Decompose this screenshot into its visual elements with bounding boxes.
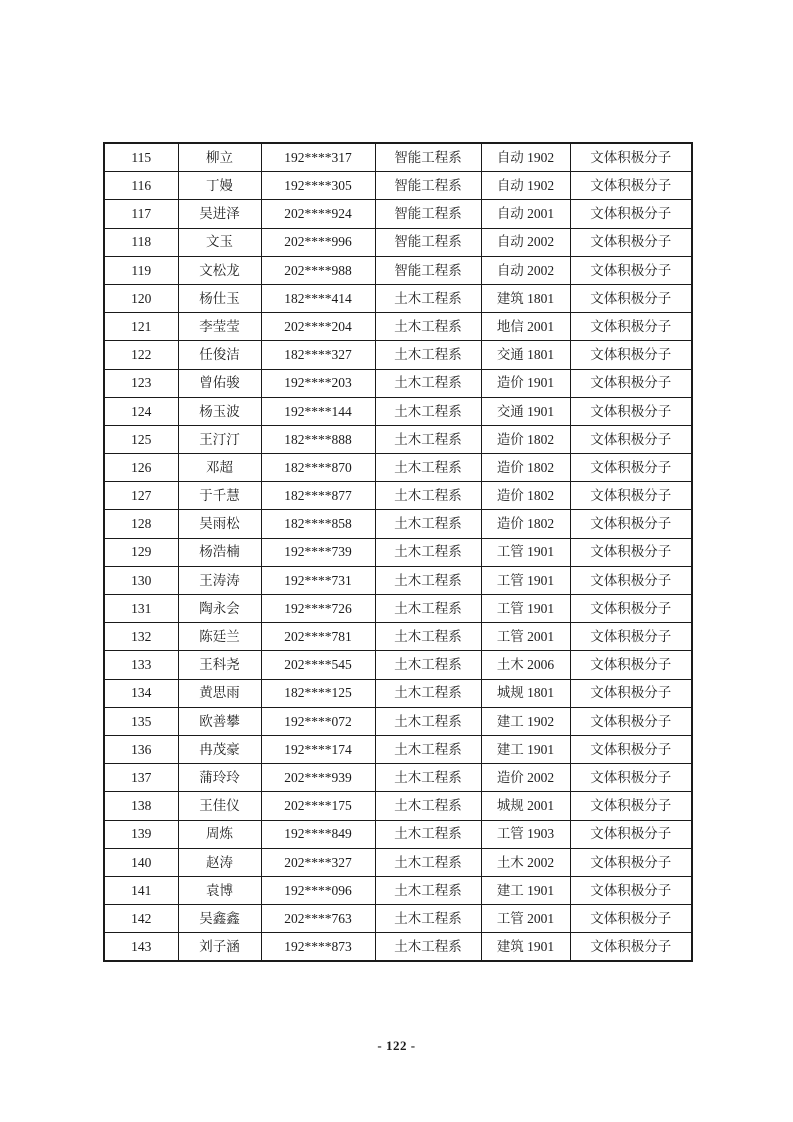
table-row (104, 369, 692, 397)
cell-class: 自动 2002 (481, 228, 570, 256)
cell-name: 袁博 (178, 876, 261, 904)
cell-student_id: 182****414 (261, 284, 375, 312)
cell-class: 造价 2002 (481, 764, 570, 792)
cell-class: 工管 1901 (481, 566, 570, 594)
cell-name: 于千慧 (178, 482, 261, 510)
roster-table-body (104, 143, 692, 961)
table-row (104, 482, 692, 510)
cell-class: 造价 1802 (481, 425, 570, 453)
cell-department: 土木工程系 (375, 848, 481, 876)
cell-name: 曾佑骏 (178, 369, 261, 397)
cell-title: 文体积极分子 (570, 905, 692, 933)
cell-title: 文体积极分子 (570, 735, 692, 763)
cell-student_id: 192****849 (261, 820, 375, 848)
cell-student_id: 202****996 (261, 228, 375, 256)
cell-no: 138 (104, 792, 178, 820)
student-roster-table (103, 142, 693, 962)
cell-department: 土木工程系 (375, 341, 481, 369)
cell-title: 文体积极分子 (570, 538, 692, 566)
cell-department: 土木工程系 (375, 707, 481, 735)
cell-no: 123 (104, 369, 178, 397)
table-row (104, 200, 692, 228)
table-row (104, 341, 692, 369)
cell-name: 吴鑫鑫 (178, 905, 261, 933)
cell-no: 118 (104, 228, 178, 256)
cell-name: 杨玉波 (178, 397, 261, 425)
cell-student_id: 182****858 (261, 510, 375, 538)
cell-student_id: 202****545 (261, 651, 375, 679)
cell-title: 文体积极分子 (570, 425, 692, 453)
cell-student_id: 192****731 (261, 566, 375, 594)
cell-class: 自动 2001 (481, 200, 570, 228)
cell-name: 王汀汀 (178, 425, 261, 453)
cell-name: 邓超 (178, 454, 261, 482)
cell-department: 土木工程系 (375, 595, 481, 623)
cell-department: 土木工程系 (375, 425, 481, 453)
cell-name: 赵涛 (178, 848, 261, 876)
cell-class: 城规 2001 (481, 792, 570, 820)
table-row (104, 172, 692, 200)
cell-title: 文体积极分子 (570, 876, 692, 904)
table-row (104, 454, 692, 482)
cell-department: 土木工程系 (375, 679, 481, 707)
cell-title: 文体积极分子 (570, 764, 692, 792)
cell-no: 134 (104, 679, 178, 707)
cell-class: 建工 1902 (481, 707, 570, 735)
cell-no: 117 (104, 200, 178, 228)
cell-name: 王科尧 (178, 651, 261, 679)
cell-no: 131 (104, 595, 178, 623)
cell-student_id: 182****327 (261, 341, 375, 369)
table-row (104, 933, 692, 962)
cell-student_id: 192****305 (261, 172, 375, 200)
cell-no: 133 (104, 651, 178, 679)
table-row (104, 143, 692, 172)
cell-student_id: 202****939 (261, 764, 375, 792)
cell-student_id: 202****175 (261, 792, 375, 820)
table-row (104, 228, 692, 256)
cell-name: 杨浩楠 (178, 538, 261, 566)
table-row (104, 566, 692, 594)
table-row (104, 538, 692, 566)
cell-class: 自动 1902 (481, 172, 570, 200)
cell-name: 王佳仪 (178, 792, 261, 820)
cell-student_id: 192****873 (261, 933, 375, 962)
cell-department: 土木工程系 (375, 538, 481, 566)
cell-no: 141 (104, 876, 178, 904)
cell-class: 工管 1901 (481, 595, 570, 623)
cell-title: 文体积极分子 (570, 341, 692, 369)
cell-no: 129 (104, 538, 178, 566)
cell-student_id: 192****174 (261, 735, 375, 763)
cell-department: 智能工程系 (375, 228, 481, 256)
cell-no: 137 (104, 764, 178, 792)
cell-class: 工管 1903 (481, 820, 570, 848)
cell-student_id: 182****888 (261, 425, 375, 453)
cell-title: 文体积极分子 (570, 510, 692, 538)
table-row (104, 510, 692, 538)
cell-name: 文松龙 (178, 256, 261, 284)
table-row (104, 425, 692, 453)
cell-class: 造价 1802 (481, 482, 570, 510)
cell-title: 文体积极分子 (570, 454, 692, 482)
cell-department: 智能工程系 (375, 200, 481, 228)
cell-no: 132 (104, 623, 178, 651)
cell-department: 土木工程系 (375, 933, 481, 962)
cell-student_id: 192****072 (261, 707, 375, 735)
table-row (104, 707, 692, 735)
cell-student_id: 202****327 (261, 848, 375, 876)
table-row (104, 764, 692, 792)
cell-title: 文体积极分子 (570, 848, 692, 876)
table-row (104, 848, 692, 876)
cell-title: 文体积极分子 (570, 172, 692, 200)
cell-no: 115 (104, 143, 178, 172)
cell-name: 陶永会 (178, 595, 261, 623)
cell-title: 文体积极分子 (570, 792, 692, 820)
cell-student_id: 202****781 (261, 623, 375, 651)
page-number: - 122 - (377, 1038, 416, 1053)
cell-class: 建筑 1801 (481, 284, 570, 312)
cell-name: 陈廷兰 (178, 623, 261, 651)
cell-no: 126 (104, 454, 178, 482)
cell-class: 造价 1802 (481, 454, 570, 482)
table-row (104, 651, 692, 679)
cell-student_id: 192****144 (261, 397, 375, 425)
cell-no: 136 (104, 735, 178, 763)
table-row (104, 623, 692, 651)
cell-title: 文体积极分子 (570, 284, 692, 312)
cell-name: 柳立 (178, 143, 261, 172)
cell-name: 王涛涛 (178, 566, 261, 594)
cell-class: 造价 1901 (481, 369, 570, 397)
cell-no: 128 (104, 510, 178, 538)
table-row (104, 792, 692, 820)
cell-title: 文体积极分子 (570, 651, 692, 679)
cell-no: 124 (104, 397, 178, 425)
cell-title: 文体积极分子 (570, 143, 692, 172)
cell-title: 文体积极分子 (570, 256, 692, 284)
cell-no: 120 (104, 284, 178, 312)
cell-department: 土木工程系 (375, 369, 481, 397)
table-row (104, 397, 692, 425)
cell-name: 任俊洁 (178, 341, 261, 369)
cell-name: 刘子涵 (178, 933, 261, 962)
cell-student_id: 192****317 (261, 143, 375, 172)
cell-title: 文体积极分子 (570, 623, 692, 651)
cell-department: 土木工程系 (375, 482, 481, 510)
cell-class: 自动 2002 (481, 256, 570, 284)
cell-title: 文体积极分子 (570, 566, 692, 594)
cell-class: 交通 1801 (481, 341, 570, 369)
table-row (104, 284, 692, 312)
cell-no: 130 (104, 566, 178, 594)
cell-department: 土木工程系 (375, 623, 481, 651)
cell-name: 李莹莹 (178, 313, 261, 341)
cell-student_id: 192****726 (261, 595, 375, 623)
cell-name: 杨仕玉 (178, 284, 261, 312)
cell-no: 122 (104, 341, 178, 369)
cell-department: 土木工程系 (375, 651, 481, 679)
table-row (104, 905, 692, 933)
cell-title: 文体积极分子 (570, 933, 692, 962)
cell-class: 土木 2006 (481, 651, 570, 679)
table-row (104, 256, 692, 284)
cell-class: 交通 1901 (481, 397, 570, 425)
cell-no: 140 (104, 848, 178, 876)
cell-title: 文体积极分子 (570, 482, 692, 510)
cell-title: 文体积极分子 (570, 707, 692, 735)
cell-student_id: 192****739 (261, 538, 375, 566)
cell-no: 143 (104, 933, 178, 962)
cell-student_id: 182****877 (261, 482, 375, 510)
cell-title: 文体积极分子 (570, 595, 692, 623)
cell-title: 文体积极分子 (570, 679, 692, 707)
cell-class: 工管 2001 (481, 905, 570, 933)
cell-class: 工管 1901 (481, 538, 570, 566)
cell-no: 127 (104, 482, 178, 510)
cell-student_id: 192****203 (261, 369, 375, 397)
cell-no: 142 (104, 905, 178, 933)
cell-name: 吴雨松 (178, 510, 261, 538)
table-row (104, 595, 692, 623)
cell-department: 智能工程系 (375, 172, 481, 200)
cell-no: 121 (104, 313, 178, 341)
cell-department: 土木工程系 (375, 792, 481, 820)
cell-title: 文体积极分子 (570, 200, 692, 228)
cell-class: 建工 1901 (481, 735, 570, 763)
cell-no: 139 (104, 820, 178, 848)
cell-class: 自动 1902 (481, 143, 570, 172)
cell-class: 地信 2001 (481, 313, 570, 341)
cell-department: 土木工程系 (375, 284, 481, 312)
cell-department: 土木工程系 (375, 735, 481, 763)
table-row (104, 820, 692, 848)
cell-title: 文体积极分子 (570, 313, 692, 341)
cell-department: 智能工程系 (375, 143, 481, 172)
cell-department: 智能工程系 (375, 256, 481, 284)
cell-department: 土木工程系 (375, 566, 481, 594)
cell-no: 135 (104, 707, 178, 735)
cell-name: 黄思雨 (178, 679, 261, 707)
table-row (104, 876, 692, 904)
cell-no: 125 (104, 425, 178, 453)
table-row (104, 735, 692, 763)
cell-student_id: 202****763 (261, 905, 375, 933)
cell-name: 冉茂豪 (178, 735, 261, 763)
cell-name: 文玉 (178, 228, 261, 256)
cell-class: 造价 1802 (481, 510, 570, 538)
cell-student_id: 182****870 (261, 454, 375, 482)
cell-class: 建筑 1901 (481, 933, 570, 962)
cell-department: 土木工程系 (375, 313, 481, 341)
cell-class: 工管 2001 (481, 623, 570, 651)
cell-title: 文体积极分子 (570, 820, 692, 848)
cell-student_id: 182****125 (261, 679, 375, 707)
cell-title: 文体积极分子 (570, 228, 692, 256)
cell-title: 文体积极分子 (570, 369, 692, 397)
table-row (104, 313, 692, 341)
table-row (104, 679, 692, 707)
cell-department: 土木工程系 (375, 876, 481, 904)
cell-name: 丁嫚 (178, 172, 261, 200)
cell-class: 建工 1901 (481, 876, 570, 904)
cell-name: 蒲玲玲 (178, 764, 261, 792)
cell-name: 吴进泽 (178, 200, 261, 228)
cell-student_id: 192****096 (261, 876, 375, 904)
cell-department: 土木工程系 (375, 510, 481, 538)
cell-class: 土木 2002 (481, 848, 570, 876)
cell-student_id: 202****988 (261, 256, 375, 284)
cell-student_id: 202****204 (261, 313, 375, 341)
cell-title: 文体积极分子 (570, 397, 692, 425)
cell-class: 城规 1801 (481, 679, 570, 707)
cell-student_id: 202****924 (261, 200, 375, 228)
cell-department: 土木工程系 (375, 764, 481, 792)
cell-name: 周炼 (178, 820, 261, 848)
cell-no: 116 (104, 172, 178, 200)
cell-department: 土木工程系 (375, 905, 481, 933)
cell-department: 土木工程系 (375, 820, 481, 848)
cell-no: 119 (104, 256, 178, 284)
cell-name: 欧善攀 (178, 707, 261, 735)
cell-department: 土木工程系 (375, 397, 481, 425)
cell-department: 土木工程系 (375, 454, 481, 482)
